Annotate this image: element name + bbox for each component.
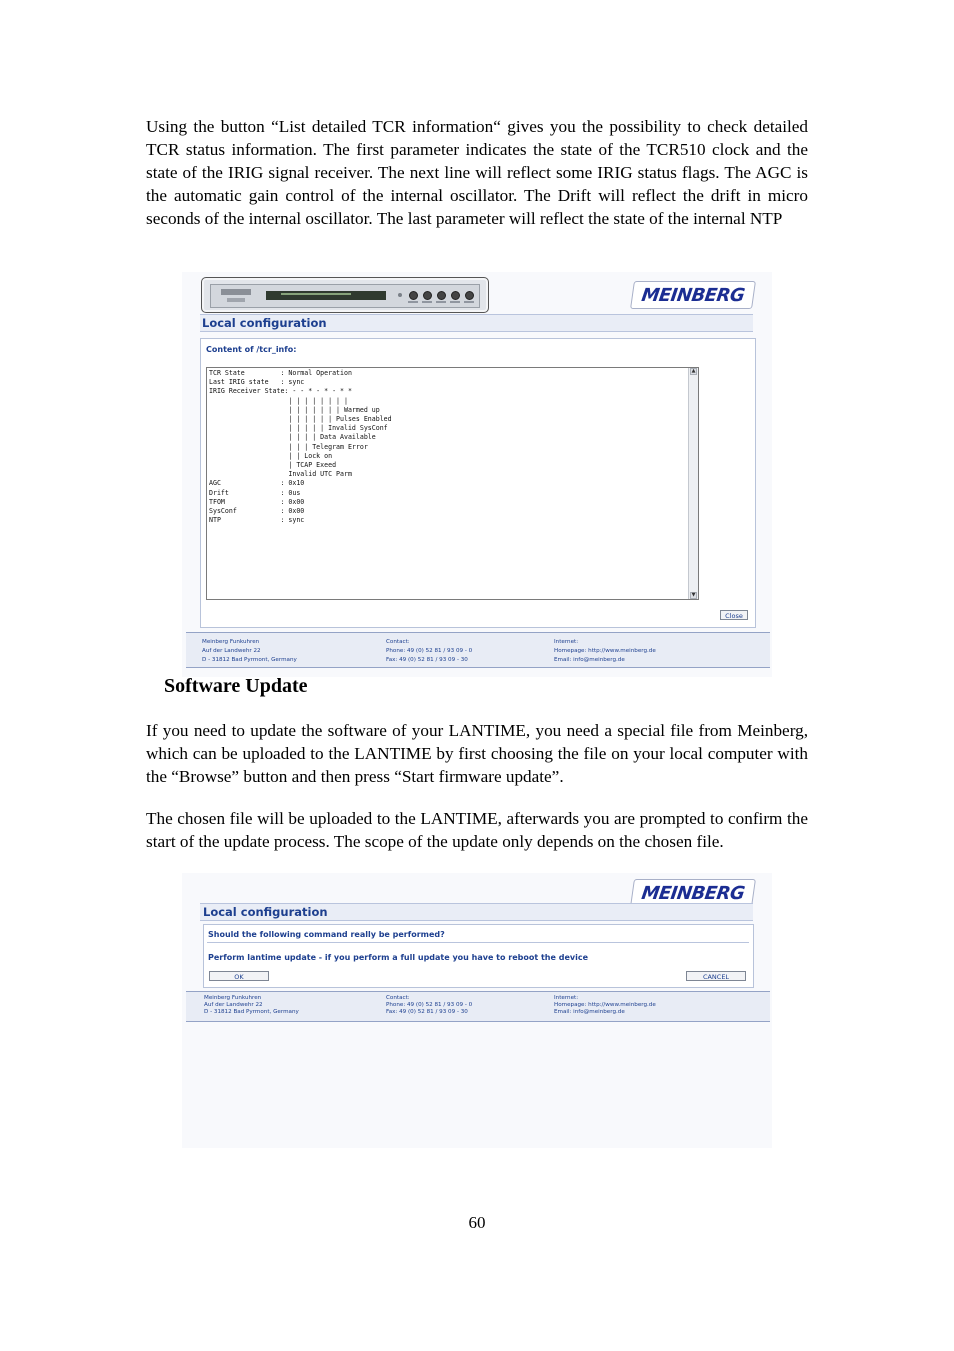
footer-homepage-link[interactable]: Homepage: http://www.meinberg.de (554, 648, 656, 654)
local-configuration-title: Local configuration (203, 905, 328, 919)
footer-email-link[interactable]: Email: info@meinberg.de (554, 657, 625, 663)
confirm-question: Should the following command really be performed? (208, 930, 445, 939)
content-heading: Content of /tcr_info: (206, 345, 297, 354)
software-update-heading: Software Update (164, 675, 308, 697)
footer-internet-label: Internet: (554, 639, 579, 645)
cancel-button[interactable]: CANCEL (686, 971, 746, 981)
confirm-panel (203, 924, 754, 988)
tcr-info-textarea[interactable] (206, 367, 699, 600)
footer-internet-label: Internet: (554, 995, 579, 1001)
footer-phone: Phone: 49 (0) 52 81 / 93 09 - 0 (386, 1002, 473, 1008)
upload-paragraph: The chosen file will be uploaded to the LANTIME, afterwards you are prompted to confirm the start of the update process. The scope of the update only depends on the chosen file. (146, 809, 808, 851)
footer-company: Meinberg Funkuhren (204, 995, 262, 1001)
tcr-info-panel (200, 338, 756, 628)
footer-phone: Phone: 49 (0) 52 81 / 93 09 - 0 (386, 648, 473, 654)
page-number: 60 (468, 1213, 486, 1232)
intro-paragraph: Using the button “List detailed TCR information“ gives you the possibility to check detailed TCR status information. The first parameter indicates the state of the TCR510 clock and the state of the IRIG signal receiver. The next line will reflect some IRIG status flags. The AGC is the automatic gain control of the internal oscillator. The Drift will reflect the drift in micro seconds of the internal oscillator. The last parameter will reflect the state of the internal NTP (146, 117, 808, 228)
scroll-up-arrow-icon[interactable]: ▲ (691, 368, 696, 374)
tcr-info-screenshot (182, 272, 772, 677)
footer (186, 632, 770, 668)
meinberg-logo: MEINBERG (630, 879, 756, 907)
footer-fax: Fax: 49 (0) 52 81 / 93 09 - 30 (386, 1009, 468, 1015)
update-paragraph: If you need to update the software of your LANTIME, you need a special file from Meinberg, which can be uploaded to the LANTIME by first choosing the file on your local computer with the “Browse” button and then press “Start firmware update”. (146, 721, 808, 786)
footer-city: D - 31812 Bad Pyrmont, Germany (204, 1009, 299, 1015)
footer-street: Auf der Landwehr 22 (204, 1002, 263, 1008)
meinberg-logo: MEINBERG (630, 281, 756, 309)
update-confirm-screenshot (182, 873, 772, 1148)
footer-street: Auf der Landwehr 22 (202, 648, 261, 654)
footer-contact-label: Contact: (386, 995, 410, 1001)
scroll-down-arrow-icon[interactable]: ▼ (691, 592, 696, 598)
footer-company: Meinberg Funkuhren (202, 639, 260, 645)
ok-button[interactable]: OK (209, 971, 269, 981)
confirm-command: Perform lantime update - if you perform a full update you have to reboot the device (208, 953, 588, 962)
device-front-panel-image (201, 277, 489, 313)
footer-homepage-link[interactable]: Homepage: http://www.meinberg.de (554, 1002, 656, 1008)
footer (186, 991, 770, 1022)
footer-contact-label: Contact: (386, 639, 410, 645)
vertical-scrollbar[interactable] (688, 368, 698, 599)
footer-city: D - 31812 Bad Pyrmont, Germany (202, 657, 297, 663)
local-configuration-title: Local configuration (202, 316, 327, 330)
footer-email-link[interactable]: Email: info@meinberg.de (554, 1009, 625, 1015)
close-button[interactable]: Close (720, 610, 748, 620)
tcr-info-text: TCR State : Normal Operation Last IRIG state : sync IRIG Receiver State: - - * - * - * * | | | | | | | | | | | | | | | Warmed up | | | | | | Pulses Enabled | | | | | Invalid SysConf | | | | Data Available | | | Telegram Error | | Lock on | TCAP Exeed Invalid UTC Parm AGC : 0x10 Drift : 0us TFOM : 0x00 SysConf : 0x00 NTP : sync (209, 369, 392, 525)
footer-fax: Fax: 49 (0) 52 81 / 93 09 - 30 (386, 657, 468, 663)
